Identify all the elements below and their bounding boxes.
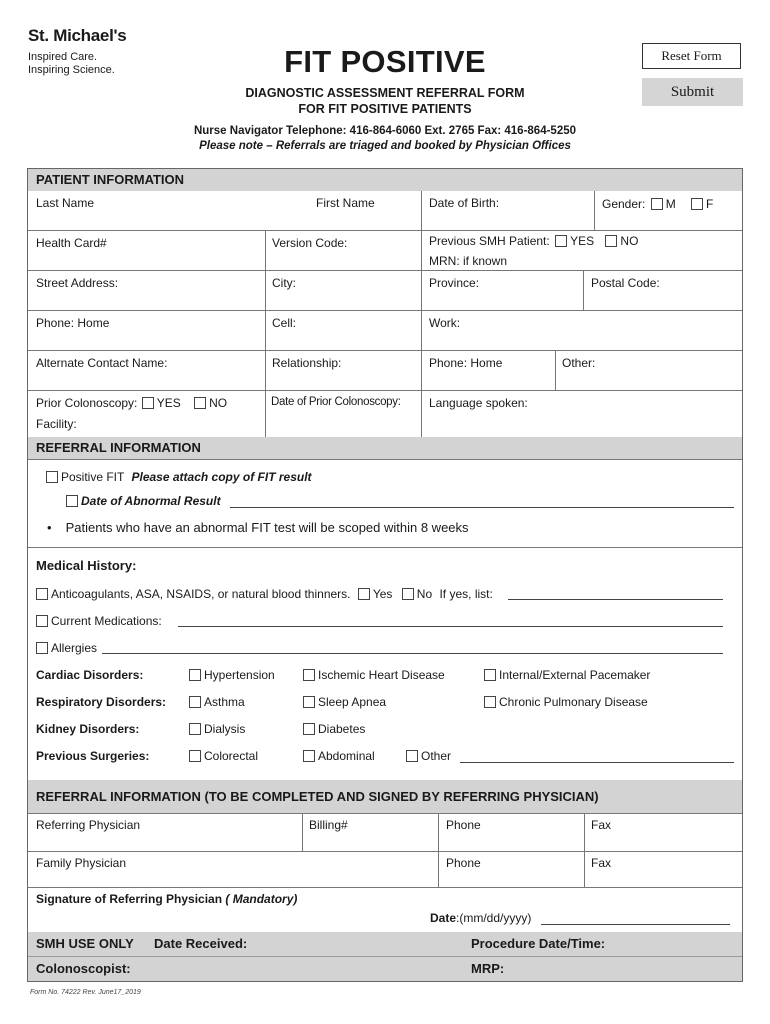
version-code-field[interactable]: Version Code:	[272, 236, 348, 250]
family-physician-field[interactable]: Family Physician	[36, 856, 127, 870]
family-phone-field[interactable]: Phone	[446, 856, 481, 870]
mrn-field[interactable]: MRN: if known	[429, 254, 508, 268]
anticoagulants-no-checkbox[interactable]	[402, 588, 414, 600]
street-address-field[interactable]: Street Address:	[36, 276, 119, 290]
city-field[interactable]: City:	[272, 276, 296, 290]
allergies-input[interactable]	[102, 653, 723, 654]
referral-info-heading: REFERRAL INFORMATION	[28, 437, 742, 459]
last-name-field[interactable]: Last Name	[36, 196, 95, 210]
smh-colonoscopist-band	[28, 957, 742, 981]
gender-m-checkbox[interactable]	[651, 198, 663, 210]
first-name-field[interactable]: First Name	[316, 196, 375, 210]
kidney-disorders-label: Kidney Disorders:	[36, 722, 140, 736]
diabetes-checkbox[interactable]	[303, 723, 315, 735]
reset-form-button[interactable]: Reset Form	[642, 43, 741, 69]
smh-use-only-label: SMH USE ONLY	[36, 936, 134, 951]
procedure-date-label: Procedure Date/Time:	[471, 936, 606, 951]
anticoagulants-yes-label: Yes	[372, 587, 393, 601]
form-title: FIT POSITIVE	[284, 44, 486, 79]
positive-fit-checkbox[interactable]	[46, 471, 58, 483]
alt-other-phone-field[interactable]: Other:	[562, 356, 596, 370]
colonoscopist-label: Colonoscopist:	[36, 961, 131, 976]
signature-date-input[interactable]	[541, 924, 730, 925]
anticoagulants-label: Anticoagulants, ASA, NSAIDS, or natural blood thinners.	[51, 587, 351, 601]
prior-colonoscopy-yes-label: YES	[156, 396, 181, 410]
other-surgery-input[interactable]	[460, 762, 734, 763]
family-fax-field[interactable]: Fax	[591, 856, 612, 870]
work-phone-field[interactable]: Work:	[429, 316, 461, 330]
prior-colonoscopy-no-label: NO	[209, 396, 228, 410]
colorectal-label: Colorectal	[204, 749, 259, 763]
logo-name: St. Michael's	[28, 26, 127, 45]
abdominal-option	[303, 749, 375, 763]
asthma-option	[189, 695, 245, 709]
allergies-label: Allergies	[51, 641, 98, 655]
referral-note: Please note – Referrals are triaged and booked by Physician Offices	[199, 140, 571, 152]
hypertension-label: Hypertension	[204, 668, 275, 682]
gender-label: Gender:	[602, 197, 646, 211]
pacemaker-checkbox[interactable]	[484, 669, 496, 681]
asthma-checkbox[interactable]	[189, 696, 201, 708]
logo-tagline-2: Inspiring Science.	[28, 64, 115, 76]
anticoagulants-yes-checkbox[interactable]	[358, 588, 370, 600]
phone-home-field[interactable]: Phone: Home	[36, 316, 110, 330]
scope-timeline-bullet: • Patients who have an abnormal FIT test will be scoped within 8 weeks	[47, 520, 469, 535]
prior-colonoscopy-yes-checkbox[interactable]	[142, 397, 154, 409]
asthma-label: Asthma	[204, 695, 245, 709]
nurse-navigator-contact: Nurse Navigator Telephone: 416-864-6060 Ext. 2765 Fax: 416-864-5250	[193, 125, 577, 137]
colorectal-checkbox[interactable]	[189, 750, 201, 762]
form-number: Form No. 74222 Rev. June17_2019	[30, 989, 141, 996]
sleep-apnea-checkbox[interactable]	[303, 696, 315, 708]
anticoagulants-no-label: No	[416, 587, 433, 601]
ischemic-heart-checkbox[interactable]	[303, 669, 315, 681]
previous-smh-yes-label: YES	[570, 234, 595, 248]
dialysis-label: Dialysis	[204, 722, 246, 736]
chronic-pulmonary-checkbox[interactable]	[484, 696, 496, 708]
respiratory-disorders-label: Respiratory Disorders:	[36, 695, 167, 709]
other-surgery-option	[406, 749, 451, 763]
gender-group	[602, 197, 713, 211]
other-surgery-label: Other	[421, 749, 452, 763]
previous-smh-group	[429, 234, 638, 248]
province-field[interactable]: Province:	[429, 276, 480, 290]
gender-f-checkbox[interactable]	[691, 198, 703, 210]
current-medications-label: Current Medications:	[51, 614, 162, 628]
current-medications-input[interactable]	[178, 626, 723, 627]
dialysis-checkbox[interactable]	[189, 723, 201, 735]
smh-use-band	[28, 932, 742, 956]
positive-fit-row	[46, 470, 312, 484]
previous-smh-no-checkbox[interactable]	[605, 235, 617, 247]
date-of-birth-field[interactable]: Date of Birth:	[429, 196, 500, 210]
cell-phone-field[interactable]: Cell:	[272, 316, 297, 330]
signature-label: Signature of Referring Physician	[36, 892, 223, 906]
date-prior-colonoscopy-field[interactable]: Date of Prior Colonoscopy:	[271, 396, 401, 408]
form-subtitle-2: FOR FIT POSITIVE PATIENTS	[298, 102, 472, 116]
ischemic-heart-label: Ischemic Heart Disease	[318, 668, 445, 682]
alt-phone-home-field[interactable]: Phone: Home	[429, 356, 503, 370]
hypertension-checkbox[interactable]	[189, 669, 201, 681]
previous-surgeries-label: Previous Surgeries:	[36, 749, 150, 763]
previous-smh-yes-checkbox[interactable]	[555, 235, 567, 247]
submit-button[interactable]: Submit	[642, 78, 743, 106]
previous-smh-no-label: NO	[620, 234, 639, 248]
sleep-apnea-label: Sleep Apnea	[318, 695, 387, 709]
abdominal-label: Abdominal	[318, 749, 375, 763]
sleep-apnea-option	[303, 695, 386, 709]
abdominal-checkbox[interactable]	[303, 750, 315, 762]
gender-f-label: F	[706, 197, 714, 211]
referring-physician-field[interactable]: Referring Physician	[36, 818, 141, 832]
if-yes-list-label: If yes, list:	[439, 587, 493, 601]
diabetes-option	[303, 722, 365, 736]
referring-phone-field[interactable]: Phone	[446, 818, 481, 832]
patient-info-heading: PATIENT INFORMATION	[28, 169, 742, 191]
form-frame	[27, 168, 743, 982]
billing-number-field[interactable]: Billing#	[309, 818, 348, 832]
allergies-checkbox[interactable]	[36, 642, 48, 654]
date-abnormal-input[interactable]	[230, 507, 734, 508]
anticoagulants-checkbox[interactable]	[36, 588, 48, 600]
gender-m-label: M	[665, 197, 676, 211]
colorectal-option	[189, 749, 258, 763]
current-medications-checkbox[interactable]	[36, 615, 48, 627]
other-surgery-checkbox[interactable]	[406, 750, 418, 762]
health-card-field[interactable]: Health Card#	[36, 236, 107, 250]
prior-colonoscopy-label: Prior Colonoscopy:	[36, 396, 138, 410]
dialysis-option	[189, 722, 245, 736]
current-medications-row	[36, 614, 162, 628]
previous-smh-label: Previous SMH Patient:	[429, 234, 550, 248]
pacemaker-option	[484, 668, 650, 682]
chronic-pulmonary-label: Chronic Pulmonary Disease	[499, 695, 648, 709]
anticoagulants-row	[36, 587, 493, 601]
anticoagulants-list-input[interactable]	[508, 599, 723, 600]
facility-field[interactable]: Facility:	[36, 417, 77, 431]
signature-date-row	[430, 911, 531, 925]
chronic-pulmonary-option	[484, 695, 648, 709]
logo-tagline-1: Inspired Care.	[28, 51, 98, 63]
date-abnormal-checkbox[interactable]	[66, 495, 78, 507]
alternate-contact-field[interactable]: Alternate Contact Name:	[36, 356, 168, 370]
hypertension-option	[189, 668, 275, 682]
pacemaker-label: Internal/External Pacemaker	[499, 668, 651, 682]
date-label: Date	[430, 911, 457, 925]
diabetes-label: Diabetes	[318, 722, 366, 736]
physician-info-heading: REFERRAL INFORMATION (TO BE COMPLETED AND SIGNED BY REFERRING PHYSICIAN)	[28, 780, 742, 813]
referring-fax-field[interactable]: Fax	[591, 818, 612, 832]
postal-code-field[interactable]: Postal Code:	[591, 276, 660, 290]
mandatory-note: ( Mandatory)	[225, 892, 298, 906]
date-format-hint: :(mm/dd/yyyy)	[456, 911, 532, 925]
attach-fit-note: Please attach copy of FIT result	[131, 470, 312, 484]
date-abnormal-label: Date of Abnormal Result	[81, 494, 221, 508]
allergies-row	[36, 641, 97, 655]
signature-row	[36, 892, 297, 906]
relationship-field[interactable]: Relationship:	[272, 356, 342, 370]
form-subtitle-1: DIAGNOSTIC ASSESSMENT REFERRAL FORM	[245, 86, 525, 100]
language-spoken-field[interactable]: Language spoken:	[429, 396, 528, 410]
date-abnormal-row	[66, 494, 221, 508]
date-received-label: Date Received:	[154, 936, 248, 951]
prior-colonoscopy-no-checkbox[interactable]	[194, 397, 206, 409]
prior-colonoscopy-group	[36, 396, 227, 410]
medical-history-heading: Medical History:	[36, 558, 137, 573]
mrp-label: MRP:	[471, 961, 505, 976]
positive-fit-label: Positive FIT	[61, 470, 125, 484]
cardiac-disorders-label: Cardiac Disorders:	[36, 668, 144, 682]
ischemic-heart-option	[303, 668, 445, 682]
